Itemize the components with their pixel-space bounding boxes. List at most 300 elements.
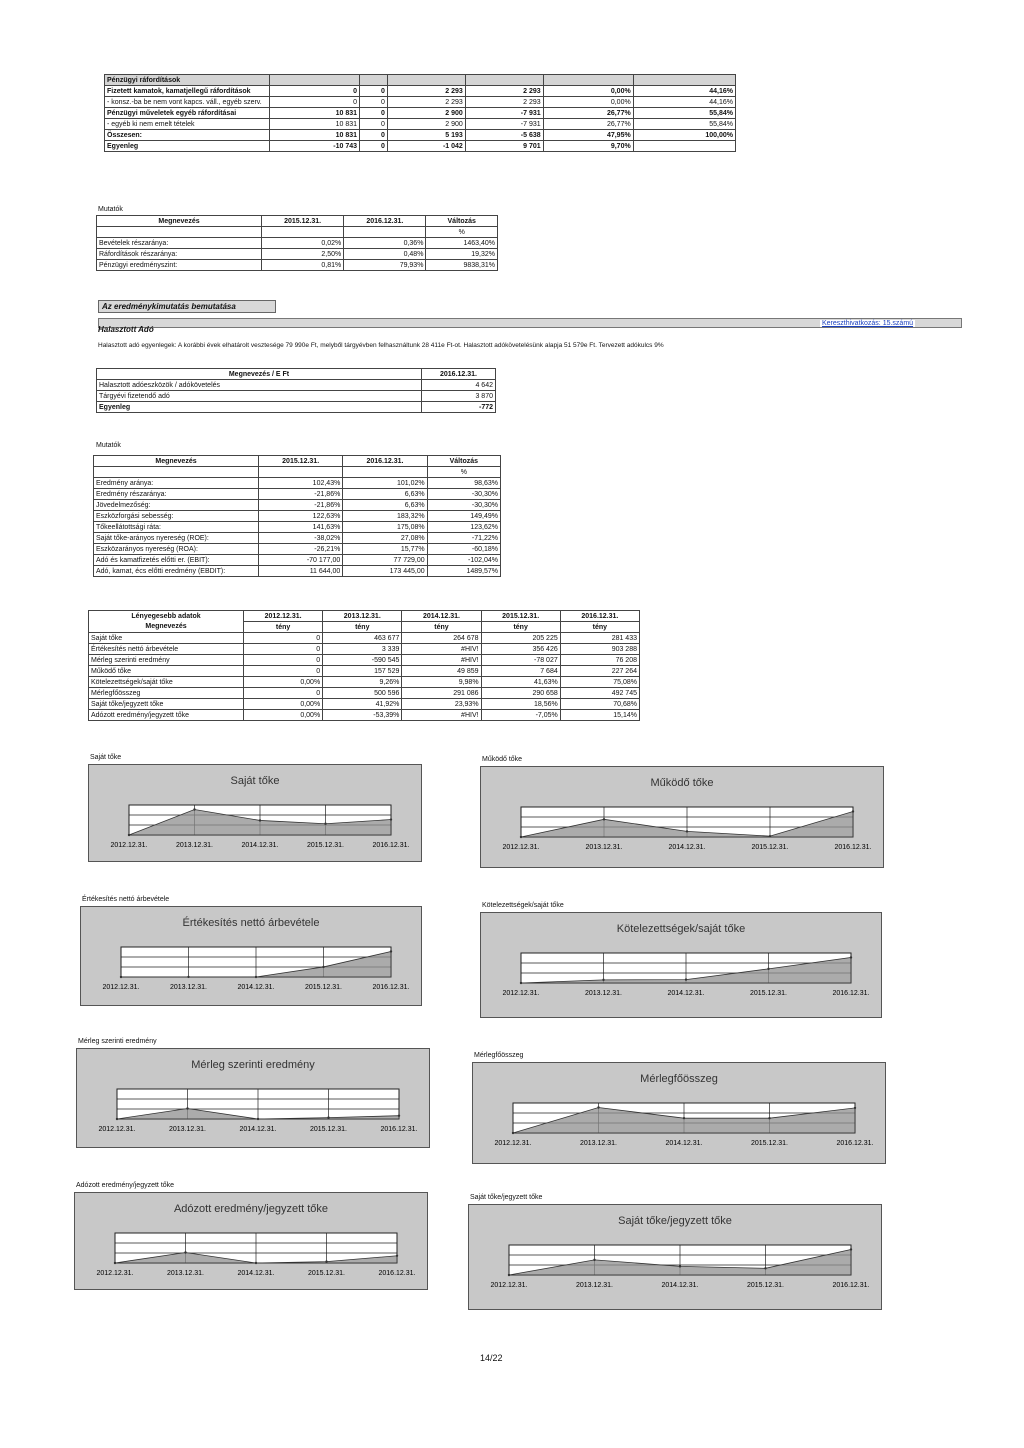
x-tick-label: 2014.12.31. [667,990,705,997]
table-row [97,391,496,402]
data-point [193,808,195,810]
table-cell: 11 644,00 [259,566,343,577]
table-row [89,633,640,644]
section-heading: Halasztott Adó [98,325,154,334]
table-cell: -71,22% [427,533,500,544]
data-point [508,1274,510,1276]
year-header: 2013.12.31. [323,611,402,622]
table-cell: -590 545 [323,655,402,666]
table-cell: 0 [360,86,388,97]
table-cell: 0 [244,655,323,666]
x-tick-label: 2013.12.31. [580,1140,617,1147]
table-cell: 0,36% [344,238,426,249]
row-label: Eredmény aránya: [94,478,259,489]
col-header: 2015.12.31. [262,216,344,227]
chart-title: Mérlegfőösszeg [640,1073,718,1085]
row-label: Bevételek részaránya: [97,238,262,249]
table-cell: 18,56% [481,699,560,710]
deferred-tax-table [96,368,496,413]
x-tick-label: 2012.12.31. [96,1270,134,1277]
chart-caption: Mérlegfőösszeg [474,1052,524,1059]
year-header: 2016.12.31. [560,611,639,622]
table-cell: 9838,31% [426,260,498,271]
x-tick-label: 2013.12.31. [167,1270,204,1277]
table-row [94,533,501,544]
table-cell [270,75,360,86]
chart-svg [481,913,881,1017]
data-point [255,976,257,978]
key-data-title: Lényegesebb adatok [89,611,244,622]
table-cell: 264 678 [402,633,481,644]
table-cell: 227 264 [560,666,639,677]
table-cell: 1463,40% [426,238,498,249]
table-cell [360,75,388,86]
table-cell: 2 900 [387,119,465,130]
table-cell: 55,84% [633,119,735,130]
table-cell: 291 086 [402,688,481,699]
row-label: Jövedelmezőség: [94,500,259,511]
table-cell: 0,00% [244,710,323,721]
chart-title: Adózott eredmény/jegyzett tőke [173,1203,329,1215]
chart-caption: Mérleg szerinti eredmény [78,1038,157,1045]
data-point [128,834,130,836]
table-cell: 0 [360,108,388,119]
table-row [105,86,736,97]
table-cell: -1 042 [387,141,465,152]
table-cell: 0 [360,97,388,108]
x-tick-label: 2013.12.31. [585,990,622,997]
chart-panel [480,766,884,868]
x-tick-label: 2013.12.31. [576,1282,613,1289]
table-cell: 44,16% [633,97,735,108]
year-header: 2015.12.31. [481,611,560,622]
table-cell: -7,05% [481,710,560,721]
table-cell: #HIV! [402,655,481,666]
row-label: Mérleg szerinti eredmény [89,655,244,666]
col-header: 2016.12.31. [422,369,496,380]
row-label: Egyenleg [97,402,422,413]
cross-reference-link[interactable]: Kereszthivatkozás: 15.számú [822,320,914,327]
table-row [94,478,501,489]
table-cell: -7 931 [465,108,543,119]
table-cell: 23,93% [402,699,481,710]
chart-caption: Adózott eredmény/jegyzett tőke [76,1182,175,1189]
table-cell: 5 193 [387,130,465,141]
teny-header: tény [244,622,323,633]
table-cell: 9,26% [323,677,402,688]
data-point [854,1107,856,1109]
key-data-table [88,610,640,721]
table-cell [387,75,465,86]
table-row [89,644,640,655]
table-cell: 102,43% [259,478,343,489]
table-cell: 173 445,00 [343,566,427,577]
table-cell: 41,92% [323,699,402,710]
table-cell: -30,30% [427,489,500,500]
table-row [94,522,501,533]
table-cell: 0 [244,688,323,699]
table-cell: 44,16% [633,86,735,97]
indicators-caption-2: Mutatók [96,442,121,449]
x-tick-label: 2014.12.31. [665,1140,703,1147]
table-cell: 26,77% [543,119,633,130]
row-label: Pénzügyi ráfordítások [105,75,270,86]
row-label: Működő tőke [89,666,244,677]
table-cell: 55,84% [633,108,735,119]
chart-svg [89,765,421,861]
x-tick-label: 2014.12.31. [661,1282,699,1289]
table-cell: 77 729,00 [343,555,427,566]
data-point [767,968,769,970]
chart-caption: Működő tőke [482,756,523,763]
chart-panel [74,1192,428,1290]
row-label: Értékesítés nettó árbevétele [89,644,244,655]
col-header: 2016.12.31. [344,216,426,227]
x-tick-label: 2016.12.31. [836,1140,874,1147]
x-tick-label: 2012.12.31. [494,1140,532,1147]
table-cell: 47,95% [543,130,633,141]
table-cell: 0,81% [262,260,344,271]
table-row [89,655,640,666]
table-cell: 1489,57% [427,566,500,577]
chart-title: Saját tőke [230,775,280,787]
row-label: Saját tőke/jegyzett tőke [89,699,244,710]
chart-caption: Kötelezettségek/saját tőke [482,902,564,909]
x-tick-label: 2015.12.31. [308,1270,345,1277]
chart-panel [480,912,882,1018]
table-cell: 0 [244,666,323,677]
year-header: 2014.12.31. [402,611,481,622]
chart-panel [468,1204,882,1310]
data-point [325,1260,327,1262]
row-label: Adó és kamatfizetés előtti er. (EBIT): [94,555,259,566]
table-cell: 0,00% [543,97,633,108]
data-point [520,982,522,984]
table-cell: 0,02% [262,238,344,249]
chart-title: Értékesítés nettó árbevétele [182,917,320,929]
table-cell: 0 [270,86,360,97]
table-cell: 2 293 [387,97,465,108]
data-point [850,956,852,958]
table-cell: 10 831 [270,119,360,130]
col-header: Megnevezés [97,216,262,227]
table-cell: 10 831 [270,130,360,141]
table-cell: 10 831 [270,108,360,119]
table-cell: 0 [244,633,323,644]
chart-panel [80,906,422,1006]
row-label: Tárgyévi fizetendő adó [97,391,422,402]
x-tick-label: 2012.12.31. [502,990,540,997]
chart-svg [469,1205,881,1309]
table-row [89,699,640,710]
table-cell: 0,00% [543,86,633,97]
table-cell: 492 745 [560,688,639,699]
x-tick-label: 2015.12.31. [310,1126,347,1133]
table-cell: 6,63% [343,489,427,500]
table-cell: 27,08% [343,533,427,544]
x-tick-label: 2012.12.31. [502,844,540,851]
x-tick-label: 2015.12.31. [751,1140,788,1147]
table-cell: 122,63% [259,511,343,522]
table-cell: 41,63% [481,677,560,688]
data-point [769,835,771,837]
table-cell: 463 677 [323,633,402,644]
table-cell: 4 642 [422,380,496,391]
row-label: Ráfordítások részaránya: [97,249,262,260]
table-cell: 157 529 [323,666,402,677]
table-cell: 9 701 [465,141,543,152]
row-label: Tőkeellátottsági ráta: [94,522,259,533]
table-row [97,402,496,413]
table-cell: -7 931 [465,119,543,130]
table-row [105,119,736,130]
x-tick-label: 2016.12.31. [832,1282,870,1289]
chart-svg [473,1063,885,1163]
data-point [396,1255,398,1257]
data-point [603,818,605,820]
table-row [94,511,501,522]
x-tick-label: 2013.12.31. [585,844,623,851]
data-point [390,950,392,952]
table-row [94,489,501,500]
table-row [89,677,640,688]
chart-panel [472,1062,886,1164]
x-tick-label: 2016.12.31. [832,990,870,997]
row-label: Eredmény részaránya: [94,489,259,500]
chart-svg [75,1193,427,1289]
tény-header: tény [402,622,481,633]
data-point [257,1118,259,1120]
table-cell: 123,62% [427,522,500,533]
section-paragraph: Halasztott adó egyenlegek: A korábbi évek elhatárolt vesztesége 79 990e Ft, melyből tárgyévben felhasználtunk 28 411e Ft-ot. Halasztott adókövetelésünk alapja 51 579e Ft. Tervezett adókulcs 9% [98,342,664,349]
table-cell: 0 [360,130,388,141]
table-cell: -26,21% [259,544,343,555]
data-point [120,976,122,978]
table-cell: -38,02% [259,533,343,544]
x-tick-label: 2015.12.31. [750,990,787,997]
row-label: Egyenleg [105,141,270,152]
col-header: Megnevezés [94,456,259,467]
table-row [97,260,498,271]
table-cell: 101,02% [343,478,427,489]
chart-caption: Saját tőke/jegyzett tőke [470,1194,543,1201]
table-cell: 0,00% [244,699,323,710]
table-cell: 0 [360,119,388,130]
x-tick-label: 2014.12.31. [239,1126,277,1133]
table-cell: 2,50% [262,249,344,260]
table-cell: 98,63% [427,478,500,489]
chart-caption: Saját tőke [90,754,122,761]
table-cell [543,75,633,86]
table-cell: -21,86% [259,500,343,511]
x-tick-label: 2014.12.31. [237,984,275,991]
table-cell: 2 900 [387,108,465,119]
table-cell: 19,32% [426,249,498,260]
x-tick-label: 2013.12.31. [169,1126,206,1133]
table-cell: -78 027 [481,655,560,666]
data-point [255,1262,257,1264]
table-cell: 2 293 [465,86,543,97]
table-cell: -102,04% [427,555,500,566]
chart-caption: Értékesítés nettó árbevétele [82,896,170,903]
key-data-subtitle: Megnevezés [89,622,244,633]
table-cell: 49 859 [402,666,481,677]
data-point [683,1117,685,1119]
x-tick-label: 2015.12.31. [307,842,344,849]
table-row [89,666,640,677]
data-point [186,1107,188,1109]
x-tick-label: 2016.12.31. [380,1126,418,1133]
x-tick-label: 2014.12.31. [668,844,706,851]
data-point [679,1265,681,1267]
chart-title: Kötelezettségek/saját tőke [616,923,746,935]
data-point [398,1115,400,1117]
section-banner: Az eredménykimutatás bemutatása [98,300,276,313]
table-row [105,108,736,119]
table-cell: 76 208 [560,655,639,666]
table-cell: 6,63% [343,500,427,511]
table-cell: 149,49% [427,511,500,522]
table-cell: 281 433 [560,633,639,644]
x-tick-label: 2016.12.31. [372,842,410,849]
chart-svg [77,1049,429,1147]
indicators-table-1 [96,215,498,271]
tény-header: tény [481,622,560,633]
table-cell: 7 684 [481,666,560,677]
table-cell: 3 870 [422,391,496,402]
table-cell: #HIV! [402,710,481,721]
table-cell: 75,08% [560,677,639,688]
col-header: Megnevezés / E Ft [97,369,422,380]
table-cell: -60,18% [427,544,500,555]
table-row [105,141,736,152]
col-header: Változás [427,456,500,467]
x-tick-label: 2016.12.31. [378,1270,416,1277]
table-row [94,566,501,577]
table-cell [465,75,543,86]
data-point [327,1116,329,1118]
row-label: - egyéb ki nem emelt tételek [105,119,270,130]
x-tick-label: 2012.12.31. [102,984,140,991]
tény-header: tény [560,622,639,633]
table-cell: 2 293 [387,86,465,97]
data-point [768,1117,770,1119]
x-tick-label: 2013.12.31. [176,842,213,849]
row-label: Mérlegfőösszeg [89,688,244,699]
table-cell: 9,70% [543,141,633,152]
x-tick-label: 2012.12.31. [490,1282,528,1289]
table-cell: -772 [422,402,496,413]
x-tick-label: 2012.12.31. [98,1126,136,1133]
table-cell: 3 339 [323,644,402,655]
chart-title: Működő tőke [650,777,714,789]
row-label: Fizetett kamatok, kamatjellegű ráfordítások [105,86,270,97]
table-row [94,555,501,566]
table-cell: 9,98% [402,677,481,688]
table-cell: 500 596 [323,688,402,699]
data-point [322,966,324,968]
page-number: 14/22 [480,1353,503,1363]
data-point [512,1132,514,1134]
table-row [105,130,736,141]
table-row [97,380,496,391]
data-point [686,830,688,832]
row-label: Eszközarányos nyereség (ROA): [94,544,259,555]
table-cell: 141,63% [259,522,343,533]
indicators-caption-1: Mutatók [98,206,123,213]
table-cell: -5 638 [465,130,543,141]
table-cell: #HIV! [402,644,481,655]
x-tick-label: 2013.12.31. [170,984,207,991]
table-cell: 26,77% [543,108,633,119]
data-point [685,978,687,980]
data-point [114,1262,116,1264]
data-point [324,823,326,825]
financial-expenses-table [104,74,736,152]
row-label: Összesen: [105,130,270,141]
table-cell: -10 743 [270,141,360,152]
table-cell: 0 [244,644,323,655]
x-tick-label: 2015.12.31. [305,984,342,991]
unit-label: % [427,467,500,478]
chart-title: Mérleg szerinti eredmény [191,1059,315,1071]
row-label: Adó, kamat, écs előtti eredmény (EBDIT): [94,566,259,577]
chart-svg [81,907,421,1005]
chart-panel [88,764,422,862]
table-cell: 356 426 [481,644,560,655]
data-point [184,1251,186,1253]
x-tick-label: 2012.12.31. [110,842,148,849]
table-cell: 183,32% [343,511,427,522]
chart-panel [76,1048,430,1148]
table-cell [633,75,735,86]
row-label: Halasztott adóeszközök / adókövetelés [97,380,422,391]
table-cell: 0 [270,97,360,108]
table-row [89,710,640,721]
table-cell: 15,77% [343,544,427,555]
table-row [97,238,498,249]
indicators-table-2 [93,455,501,577]
chart-title: Saját tőke/jegyzett tőke [618,1215,732,1227]
row-label: Adózott eredmény/jegyzett tőke [89,710,244,721]
row-label: Kötelezettségek/saját tőke [89,677,244,688]
table-cell: 175,08% [343,522,427,533]
x-tick-label: 2015.12.31. [751,844,789,851]
x-tick-label: 2014.12.31. [237,1270,275,1277]
unit-label: % [426,227,498,238]
data-point [390,818,392,820]
year-header: 2012.12.31. [244,611,323,622]
row-label: - konsz.-ba be nem vont kapcs. váll., egyéb szerv. [105,97,270,108]
data-point [116,1118,118,1120]
table-row [94,544,501,555]
table-cell: -21,86% [259,489,343,500]
data-point [187,976,189,978]
table-row [89,688,640,699]
data-point [602,979,604,981]
table-cell: 0,00% [244,677,323,688]
table-row [94,500,501,511]
row-label: Pénzügyi műveletek egyéb ráfordításai [105,108,270,119]
table-cell: 79,93% [344,260,426,271]
row-label: Saját tőke-arányos nyereség (ROE): [94,533,259,544]
table-cell: 70,68% [560,699,639,710]
data-point [593,1259,595,1261]
teny-header: tény [323,622,402,633]
data-point [259,819,261,821]
table-cell: 2 293 [465,97,543,108]
chart-svg [481,767,883,867]
